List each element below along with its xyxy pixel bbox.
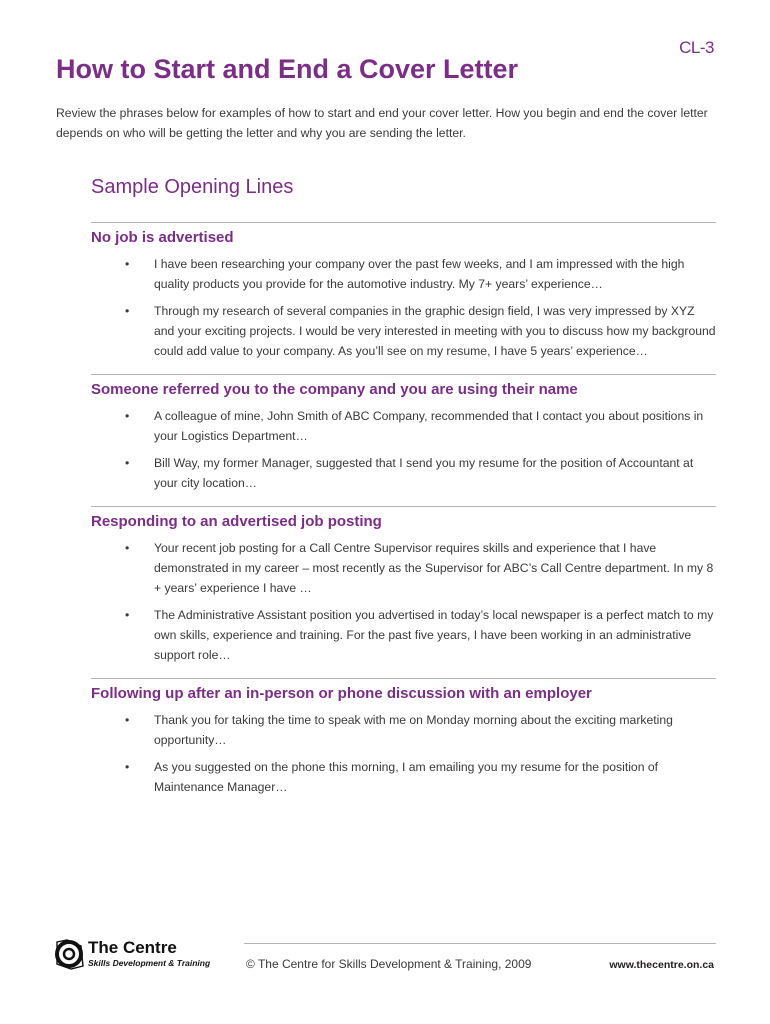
bullet-item: • As you suggested on the phone this morning, I am emailing you my resume for the position of Maintenance Manager… (91, 757, 716, 797)
page-code: CL-3 (679, 38, 714, 57)
centre-logo (54, 936, 234, 976)
opening-lines-list (91, 222, 716, 810)
category-advertised-posting (91, 506, 716, 665)
bullet-item: • Thank you for taking the time to speak with me on Monday morning about the exciting marketing opportunity… (91, 710, 716, 750)
bullet-item: • Through my research of several companies in the graphic design field, I was very impressed by XYZ and your exciting projects. I would be very interested in meeting with you to discuss how my background could add value to your company. As you’ll see on my resume, I have 5 years’ experience… (91, 301, 716, 361)
intro-paragraph: Review the phrases below for examples of how to start and end your cover letter. How you begin and end the cover letter depends on who will be getting the letter and why you are sending the letter. (56, 106, 708, 140)
centre-logo-icon (54, 936, 86, 972)
bullet-item: • I have been researching your company over the past few weeks, and I am impressed with the high quality products you provide for the automotive industry. My 7+ years’ experience… (91, 254, 716, 294)
bullet-list (91, 254, 716, 361)
logo-name: The Centre (88, 938, 177, 957)
footer-divider (244, 943, 716, 944)
bullet-list (91, 406, 716, 493)
logo-tagline: Skills Development & Training (88, 958, 211, 968)
bullet-list (91, 710, 716, 797)
category-following-up (91, 678, 716, 797)
category-heading: No job is advertised (91, 229, 234, 246)
bullet-item: • Your recent job posting for a Call Centre Supervisor requires skills and experience that I have demonstrated in my career – most recently as the Supervisor for ABC’s Call Centre department. In my 8 + years’ experience I have … (91, 538, 716, 598)
category-heading: Someone referred you to the company and you are using their name (91, 381, 578, 398)
category-referred (91, 374, 716, 493)
copyright-notice: © The Centre for Skills Development & Training, 2009 (246, 957, 532, 971)
category-no-job-advertised (91, 222, 716, 361)
section-heading: Sample Opening Lines (91, 176, 294, 198)
bullet-list (91, 538, 716, 665)
page-title: How to Start and End a Cover Letter (56, 54, 519, 84)
category-heading: Responding to an advertised job posting (91, 513, 382, 530)
category-heading: Following up after an in-person or phone discussion with an employer (91, 685, 592, 702)
bullet-item: • Bill Way, my former Manager, suggested that I send you my resume for the position of Accountant at your city location… (91, 453, 716, 493)
bullet-item: • A colleague of mine, John Smith of ABC Company, recommended that I contact you about positions in your Logistics Department… (91, 406, 716, 446)
bullet-item: • The Administrative Assistant position you advertised in today’s local newspaper is a perfect match to my own skills, experience and training. For the past five years, I have been working in an administrative support role… (91, 605, 716, 665)
website-link[interactable]: www.thecentre.on.ca (609, 959, 714, 971)
